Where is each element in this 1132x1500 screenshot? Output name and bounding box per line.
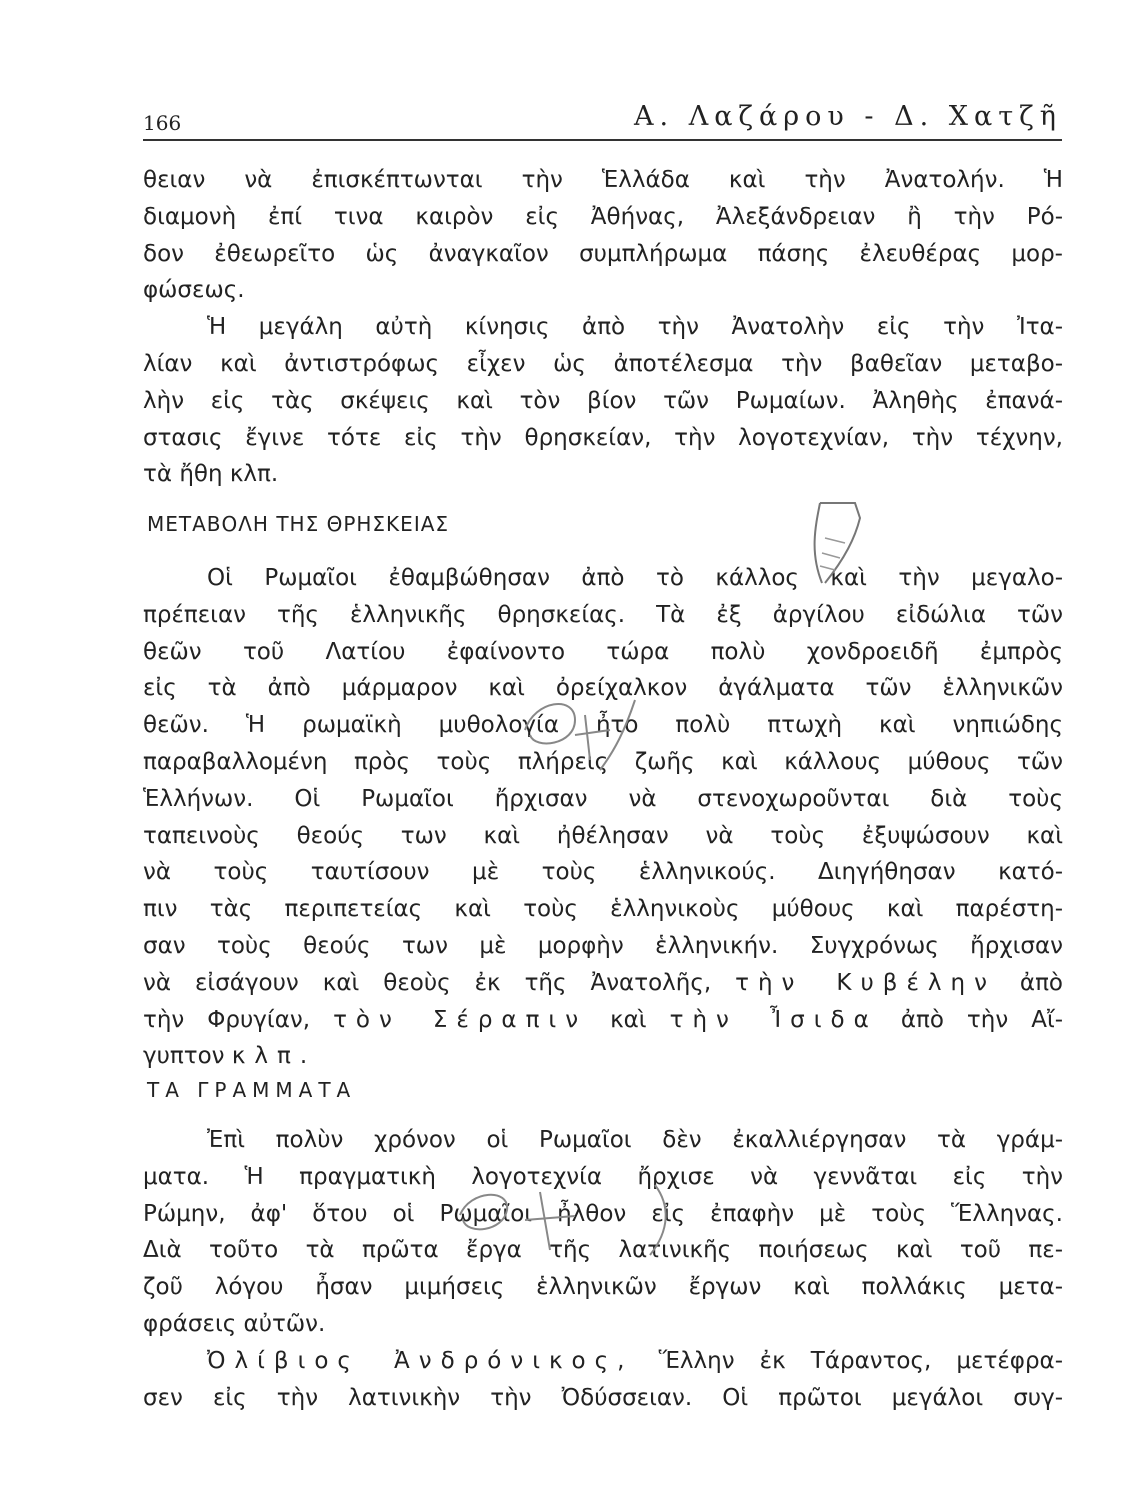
text-line: ζοῦ λόγου ἦσαν μιμήσεις ἑλληνικῶν ἔργων καὶ πολλάκις μετα- (143, 1274, 1063, 1301)
text-line: Ἑλλήνων. Οἱ Ρωμαῖοι ἤρχισαν νὰ στενοχωροῦνται διὰ τοὺς (143, 785, 1063, 812)
text-line: θεῶν. Ἡ ρωμαϊκὴ μυθολογία ἦτο πολὺ πτωχὴ καὶ νηπιώδης (143, 712, 1063, 739)
text-line: θειαν νὰ ἐπισκέπτωνται τὴν Ἑλλάδα καὶ τὴν Ἀνατολήν. Ἡ (143, 167, 1063, 193)
text-line: εἰς τὰ ἀπὸ μάρμαρον καὶ ὀρείχαλκον ἀγάλματα τῶν ἑλληνικῶν (143, 675, 1063, 702)
page-header (143, 95, 1062, 141)
section-heading-letters: ΤΑ ΓΡΑΜΜΑΤΑ (147, 1078, 357, 1102)
section-heading-religion: ΜΕΤΑΒΟΛΗ ΤΗΣ ΘΡΗΣΚΕΙΑΣ (147, 512, 450, 536)
text-line: φώσεως. (143, 277, 245, 304)
spaced-name: τὴν Ἶσιδα (669, 1006, 878, 1033)
text-line: ταπεινοὺς θεούς των καὶ ἠθέλησαν νὰ τοὺς ἐξυψώσουν καὶ (143, 822, 1063, 849)
text-line: πρέπειαν τῆς ἑλληνικῆς θρησκείας. Τὰ ἐξ ἀργίλου εἰδώλια τῶν (143, 601, 1063, 628)
text-line: νὰ εἰσάγουν καὶ θεοὺς ἐκ τῆς Ἀνατολῆς, τὴν Κυβέλην ἀπὸ (143, 969, 1063, 996)
text-line: πιν τὰς περιπετείας καὶ τοὺς ἑλληνικοὺς μύθους καὶ παρέστη- (143, 896, 1063, 923)
text-line: Ρώμην, ἀφ' ὅτου οἱ Ρωμαῖοι ἦλθον εἰς ἐπαφὴν μὲ τοὺς Ἕλληνας. (143, 1200, 1063, 1227)
text-line: σεν εἰς τὴν λατινικὴν τὴν Ὀδύσσειαν. Οἱ πρῶτοι μεγάλοι συγ- (143, 1384, 1063, 1411)
text-line: γυπτον κλπ. (143, 1043, 317, 1070)
text-line: φράσεις αὐτῶν. (143, 1310, 326, 1337)
paragraph-block-religion (143, 560, 1063, 1075)
text-line: λίαν καὶ ἀντιστρόφως εἶχεν ὡς ἀποτέλεσμα τὴν βαθεῖαν μεταβο- (143, 350, 1063, 377)
paragraph-block-intro (143, 162, 1063, 493)
text-line: παραβαλλομένη πρὸς τοὺς πλήρεις ζωῆς καὶ κάλλους μύθους τῶν (143, 748, 1063, 775)
spaced-name: τὴν Κυβέλην (735, 969, 996, 996)
text-line: νὰ τοὺς ταυτίσουν μὲ τοὺς ἑλληνικούς. Διηγήθησαν κατό- (143, 859, 1063, 886)
text-line: Ὀλίβιος Ἀνδρόνικος, Ἕλλην ἐκ Τάραντος, μετέφρα- (207, 1347, 1063, 1374)
text-line: Οἱ Ρωμαῖοι ἐθαμβώθησαν ἀπὸ τὸ κάλλος καὶ τὴν μεγαλο- (207, 565, 1063, 591)
running-head: Α. Λαζάρου - Δ. Χατζῆ (634, 101, 1062, 132)
spaced-name: τὸν Σέραπιν (333, 1006, 588, 1033)
text-line: στασις ἔγινε τότε εἰς τὴν θρησκείαν, τὴν λογοτεχνίαν, τὴν τέχνην, (143, 424, 1063, 451)
text-line: Ἡ μεγάλη αὐτὴ κίνησις ἀπὸ τὴν Ἀνατολὴν εἰς τὴν Ἰτα- (207, 314, 1063, 341)
page-number: 166 (143, 111, 182, 135)
text-line: ματα. Ἡ πραγματικὴ λογοτεχνία ἤρχισε νὰ γεννᾶται εἰς τὴν (143, 1163, 1063, 1190)
text-line: Διὰ τοῦτο τὰ πρῶτα ἔργα τῆς λατινικῆς ποιήσεως καὶ τοῦ πε- (143, 1237, 1063, 1264)
text-line: τὰ ἤθη κλπ. (143, 461, 279, 488)
spaced-name: Ὀλίβιος Ἀνδρόνικος, (207, 1347, 634, 1374)
paragraph-block-letters (143, 1122, 1063, 1416)
text-line: τὴν Φρυγίαν, τὸν Σέραπιν καὶ τὴν Ἶσιδα ἀπὸ τὴν Αἴ- (143, 1006, 1063, 1033)
text-line: λὴν εἰς τὰς σκέψεις καὶ τὸν βίον τῶν Ρωμαίων. Ἀληθὴς ἐπανά- (143, 387, 1063, 414)
text-line: σαν τοὺς θεούς των μὲ μορφὴν ἑλληνικήν. Συγχρόνως ἤρχισαν (143, 932, 1063, 959)
text-line: δον ἐθεωρεῖτο ὡς ἀναγκαῖον συμπλήρωμα πάσης ἐλευθέρας μορ- (143, 240, 1063, 267)
text-line: διαμονὴ ἐπί τινα καιρὸν εἰς Ἀθήνας, Ἀλεξάνδρειαν ἢ τὴν Ρό- (143, 203, 1063, 230)
text-line: θεῶν τοῦ Λατίου ἐφαίνοντο τώρα πολὺ χονδροειδῆ ἐμπρὸς (143, 638, 1063, 665)
text-line: Ἐπὶ πολὺν χρόνον οἱ Ρωμαῖοι δὲν ἐκαλλιέργησαν τὰ γράμ- (207, 1127, 1063, 1153)
